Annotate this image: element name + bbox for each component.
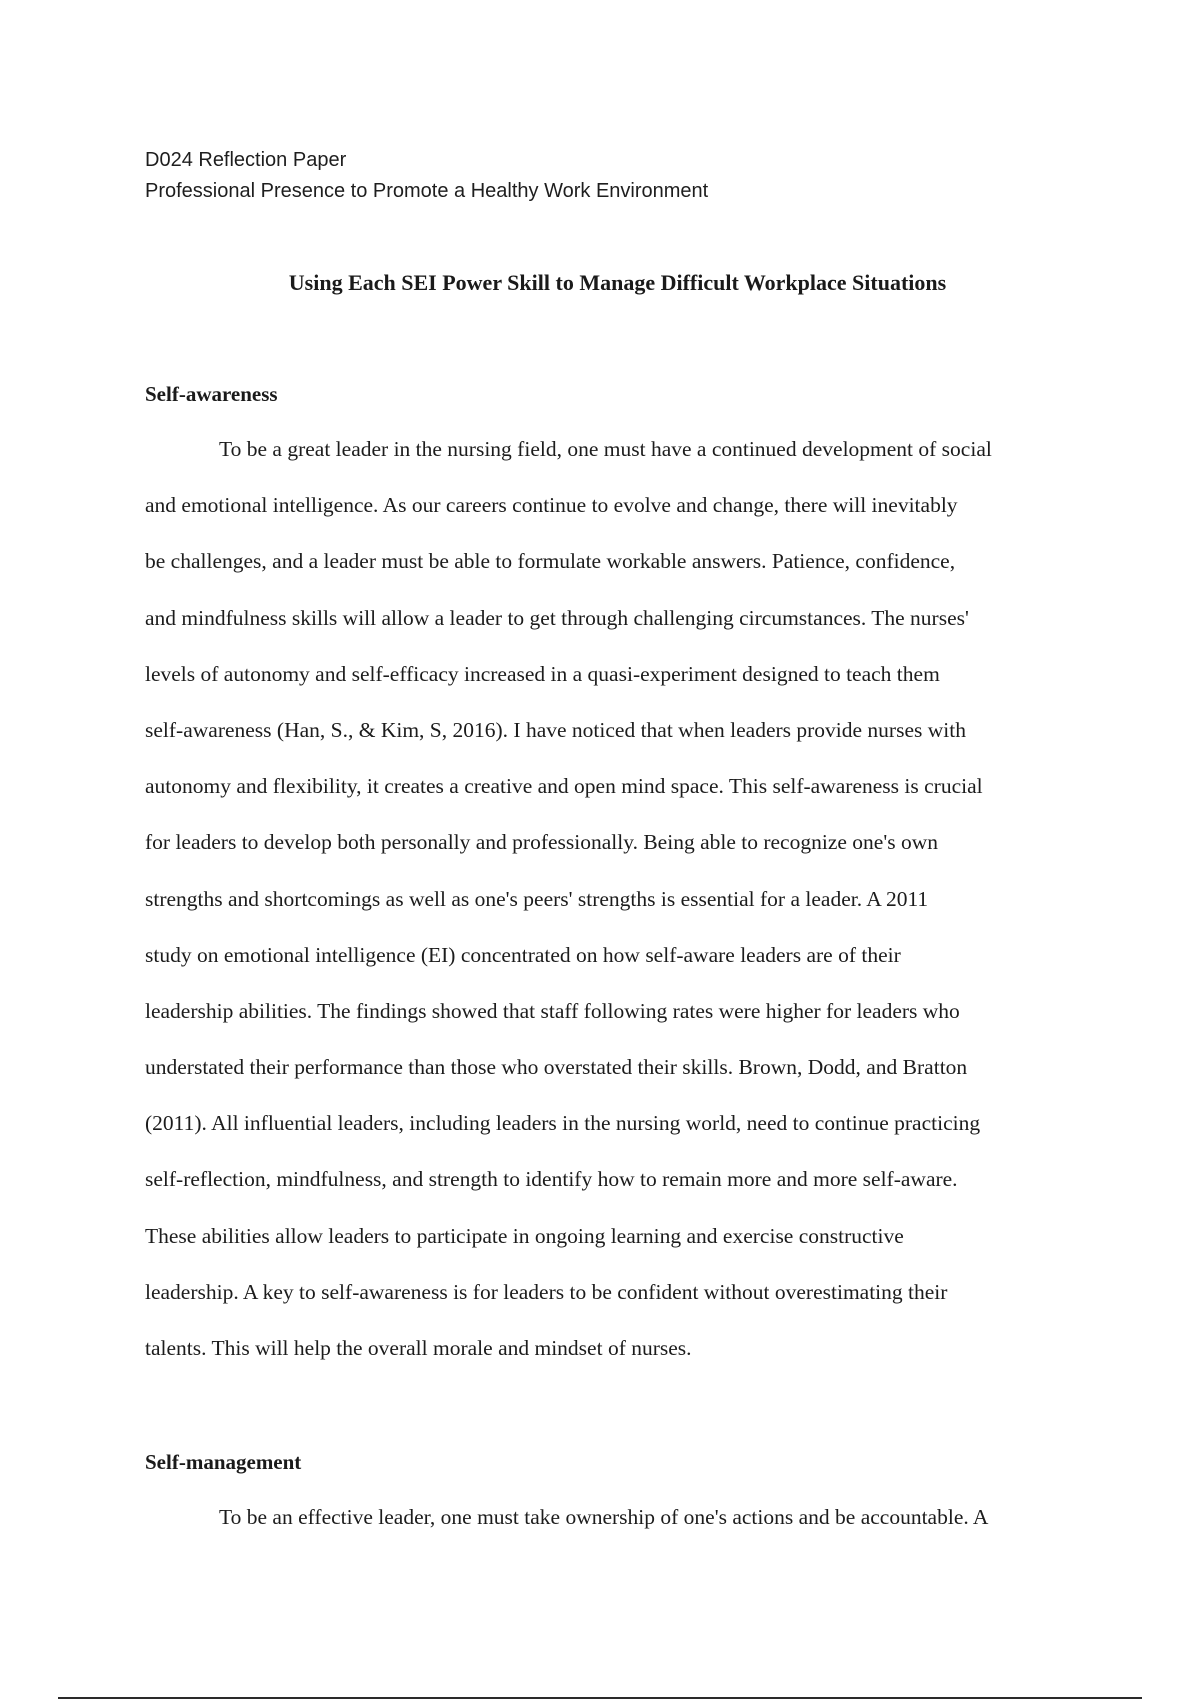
paragraph-line: self-reflection, mindfulness, and strength to identify how to remain more and more self-aware. [145, 1167, 958, 1192]
document-title: Using Each SEI Power Skill to Manage Difficult Workplace Situations [288, 270, 947, 295]
paragraph-line: be challenges, and a leader must be able to formulate workable answers. Patience, confidence, [145, 549, 956, 574]
self-awareness-paragraph [145, 434, 992, 1389]
paragraph-line: To be a great leader in the nursing field, one must have a continued development of social [219, 437, 992, 461]
paragraph-line: To be an effective leader, one must take ownership of one's actions and be accountable. A [219, 1505, 989, 1529]
paragraph-line: levels of autonomy and self-efficacy increased in a quasi-experiment designed to teach them [145, 661, 940, 686]
paragraph-line: autonomy and flexibility, it creates a creative and open mind space. This self-awareness is crucial [145, 774, 983, 799]
self-management-paragraph [145, 1502, 988, 1558]
subtitle-line: Professional Presence to Promote a Healthy Work Environment [145, 180, 709, 202]
paragraph-line: and emotional intelligence. As our careers continue to evolve and change, there will inevitably [145, 493, 958, 518]
paragraph-line: understated their performance than those who overstated their skills. Brown, Dodd, and Bratton [145, 1055, 968, 1080]
page-bottom-divider [58, 1697, 1142, 1699]
paragraph-line: self-awareness (Han, S., & Kim, S, 2016). I have noticed that when leaders provide nurses with [145, 717, 966, 742]
paragraph-line: talents. This will help the overall morale and mindset of nurses. [145, 1336, 692, 1360]
section-heading-self-awareness: Self-awareness [145, 382, 278, 406]
paragraph-line: (2011). All influential leaders, including leaders in the nursing world, need to continue practicing [145, 1111, 981, 1136]
paragraph-line: These abilities allow leaders to participate in ongoing learning and exercise constructive [145, 1223, 904, 1248]
section-heading-self-management: Self-management [145, 1450, 302, 1474]
paragraph-line: study on emotional intelligence (EI) concentrated on how self-aware leaders are of their [145, 942, 901, 967]
paragraph-line: for leaders to develop both personally and professionally. Being able to recognize one's own [145, 830, 938, 855]
paragraph-line: leadership. A key to self-awareness is for leaders to be confident without overestimating their [145, 1279, 948, 1304]
paragraph-line: leadership abilities. The findings showed that staff following rates were higher for leaders who [145, 998, 960, 1023]
course-line: D024 Reflection Paper [145, 149, 347, 171]
paragraph-line: and mindfulness skills will allow a leader to get through challenging circumstances. The nurses' [145, 605, 969, 630]
document-header [145, 145, 708, 207]
paragraph-line: strengths and shortcomings as well as one's peers' strengths is essential for a leader. A 2011 [145, 886, 929, 911]
